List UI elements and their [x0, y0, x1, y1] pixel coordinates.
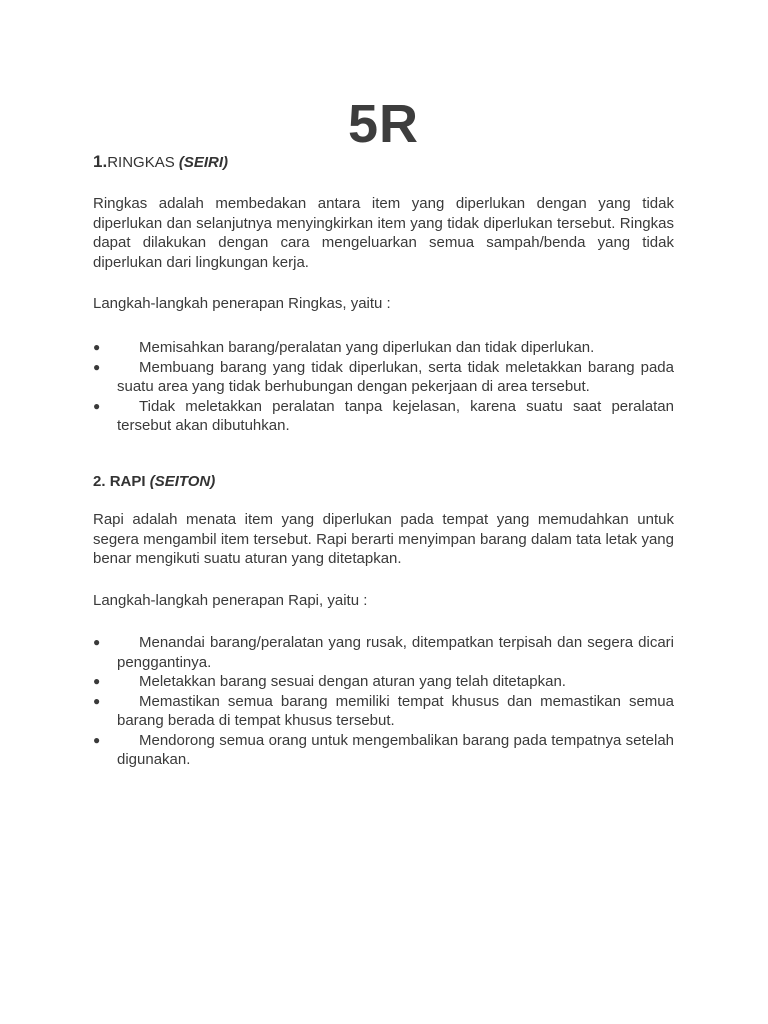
- section-paragraph-ringkas: Ringkas adalah membedakan antara item yang diperlukan dengan yang tidak diperlukan dan selanjutnya menyingkirkan item yang tidak diperlukan tersebut. Ringkas dapat dilakukan dengan cara mengeluarkan semua sampah/benda yang tidak diperlukan dari lingkungan kerja.: [93, 195, 674, 271]
- bullet-icon: ●: [93, 340, 101, 354]
- section-heading-ringkas: [93, 152, 674, 173]
- section-paragraph-rapi: Rapi adalah menata item yang diperlukan pada tempat yang memudahkan untuk segera mengambil item tersebut. Rapi berarti menyimpan barang dalam tata letak yang benar mengikuti suatu aturan yang ditetapkan.: [93, 511, 674, 567]
- list-item: ● Tidak meletakkan peralatan tanpa kejelasan, karena suatu saat peralatan tersebut akan dibutuhkan.: [93, 397, 674, 434]
- section-number: 1.: [93, 152, 108, 171]
- section-heading-rapi: [93, 472, 674, 492]
- section-number: 2.: [93, 473, 106, 490]
- section-name: RINGKAS: [107, 154, 175, 171]
- steps-list-rapi: [93, 633, 674, 770]
- list-item: ● Mendorong semua orang untuk mengembalikan barang pada tempatnya setelah digunakan.: [93, 731, 674, 768]
- steps-intro-rapi: Langkah-langkah penerapan Rapi, yaitu :: [93, 592, 368, 609]
- list-item: ● Memastikan semua barang memiliki tempat khusus dan memastikan semua barang berada di tempat khusus tersebut.: [93, 692, 674, 729]
- document-title: 5R: [347, 94, 420, 154]
- section-name: RAPI: [109, 473, 146, 490]
- bullet-icon: ●: [93, 674, 101, 688]
- bullet-icon: ●: [93, 693, 101, 708]
- list-item: ● Meletakkan barang sesuai dengan aturan yang telah ditetapkan.: [93, 673, 566, 690]
- steps-list-ringkas: [93, 338, 674, 436]
- steps-intro-ringkas: Langkah-langkah penerapan Ringkas, yaitu :: [93, 295, 391, 312]
- list-item: ● Memisahkan barang/peralatan yang diperlukan dan tidak diperlukan.: [93, 339, 595, 356]
- list-item: ● Membuang barang yang tidak diperlukan, serta tidak meletakkan barang pada suatu area yang tidak berhubungan dengan pekerjaan di area tersebut.: [93, 358, 674, 395]
- bullet-icon: ●: [93, 359, 101, 374]
- bullet-icon: ●: [93, 732, 101, 747]
- bullet-icon: ●: [93, 398, 101, 413]
- bullet-icon: ●: [93, 635, 101, 649]
- list-item: ● Menandai barang/peralatan yang rusak, ditempatkan terpisah dan segera dicari penggantinya.: [93, 634, 674, 671]
- section-japanese-term: (SEITON): [149, 473, 216, 490]
- section-japanese-term: (SEIRI): [178, 154, 229, 171]
